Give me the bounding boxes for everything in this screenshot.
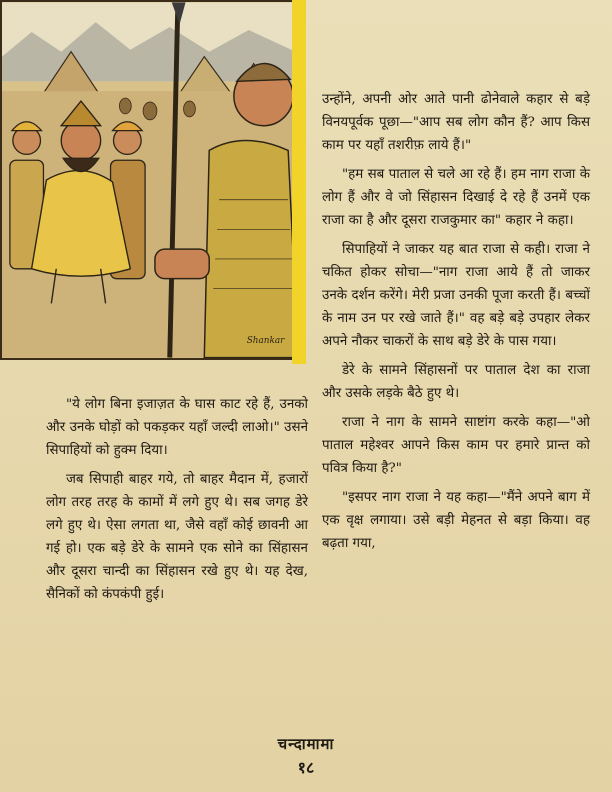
page-number: १८ <box>297 758 315 777</box>
illustration-art <box>2 2 300 358</box>
paragraph: जब सिपाही बाहर गये, तो बाहर मैदान में, हजारों लोग तरह तरह के कामों में लगे हुए थे। सब जगह डेरे लगे हुए थे। ऐसा लगता था, जैसे वहाँ कोई छावनी आ गई हो। एक बड़े डेरे के सामने एक सोने का सिंहासन और दूसरा चान्दी का सिंहासन रखे हुए थे। यह देख, सैनिकों को कंपकंपी हुई। <box>46 472 308 602</box>
left-text-column <box>46 393 308 612</box>
story-illustration <box>0 0 302 360</box>
illustration-signature: Shankar <box>246 335 285 346</box>
magazine-title: चन्दामामा <box>277 735 335 753</box>
decorative-border <box>292 0 306 364</box>
paragraph: उन्होंने, अपनी ओर आते पानी ढोनेवाले कहार से बड़े विनयपूर्वक पूछा—"आप सब लोग कौन हैं? आप किस काम पर यहाँ तशरीफ़ लाये हैं।" <box>322 92 590 153</box>
paragraph: "हम सब पाताल से चले आ रहे हैं। हम नाग राजा के लोग हैं और वे जो सिंहासन दिखाई दे रहे हैं उनमें एक राजा का है और दूसरा राजकुमार का" कहार ने कहा। <box>322 167 590 228</box>
paragraph: "इसपर नाग राजा ने यह कहा—"मैंने अपने बाग में एक वृक्ष लगाया। उसे बड़ी मेहनत से बड़ा किया। वह बढ़ता गया, <box>322 490 590 551</box>
paragraph: सिपाहियों ने जाकर यह बात राजा से कही। राजा ने चकित होकर सोचा—"नाग राजा आये हैं तो जाकर उनके दर्शन करेंगे। मेरी प्रजा उनकी पूजा करती हैं। बच्चों के नाम उन पर रखे जाते हैं।" वह बड़े बड़े उपहार लेकर अपने नौकर चाकरों के साथ बड़े डेरे के पास गया। <box>322 242 590 349</box>
paragraph: डेरे के सामने सिंहासनों पर पाताल देश का राजा और उसके लड़के बैठे हुए थे। <box>322 363 590 401</box>
right-text-column <box>322 88 590 561</box>
paragraph: "ये लोग बिना इजाज़त के घास काट रहे हैं, उनको और उनके घोड़ों को पकड़कर यहाँ जल्दी लाओ।" उसने सिपाहियों को हुक्म दिया। <box>46 397 308 458</box>
paragraph: राजा ने नाग के सामने साष्टांग करके कहा—"ओ पाताल महेश्वर आपने किस काम पर हमारे प्रान्त को पवित्र किया है?" <box>322 415 590 476</box>
